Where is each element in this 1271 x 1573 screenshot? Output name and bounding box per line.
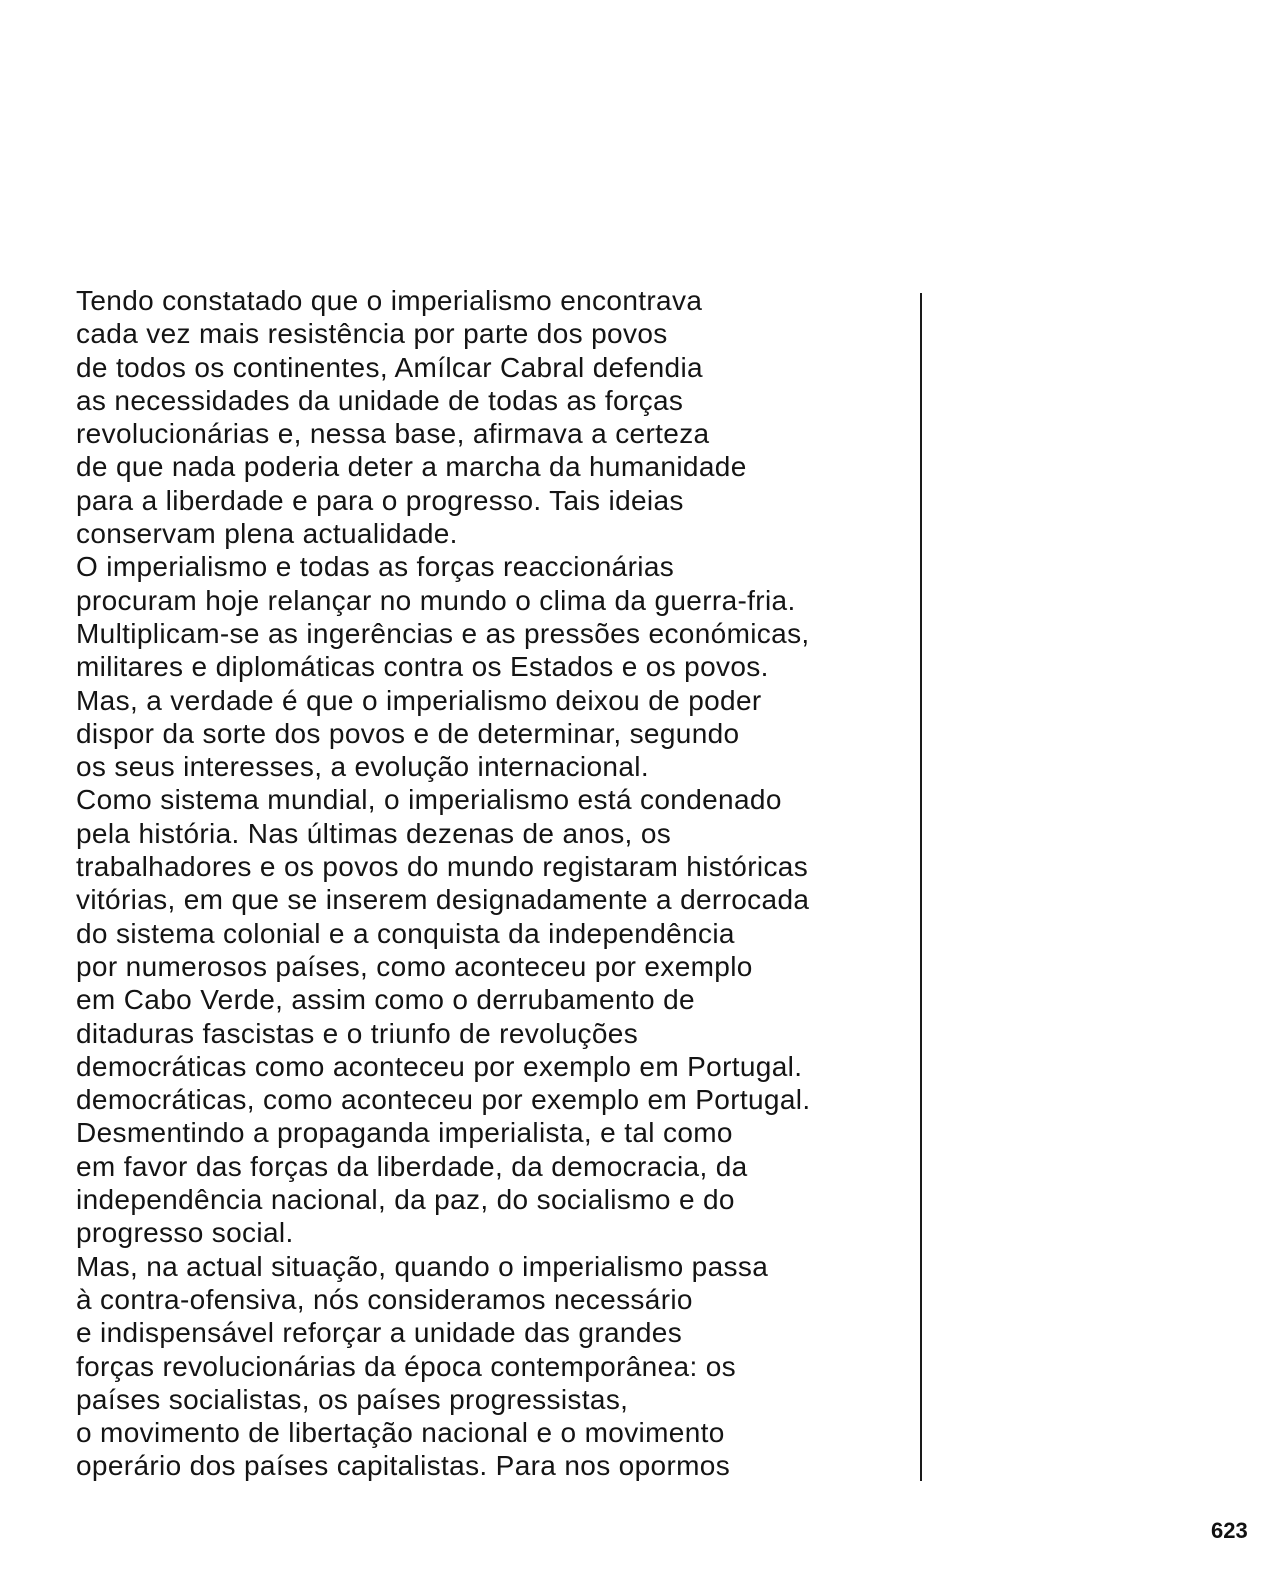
text-line: os seus interesses, a evolução internacional. (76, 751, 649, 783)
text-line: operário dos países capitalistas. Para nos opormos (76, 1450, 731, 1482)
text-line: do sistema colonial e a conquista da independência (76, 917, 735, 949)
text-line: Desmentindo a propaganda imperialista, e tal como (76, 1117, 733, 1149)
text-line: o movimento de libertação nacional e o movimento (76, 1417, 725, 1449)
text-line: militares e diplomáticas contra os Estados e os povos. (76, 651, 769, 683)
text-line: forças revolucionárias da época contemporânea: os (76, 1350, 736, 1382)
text-line: revolucionárias e, nessa base, afirmava a certeza (76, 418, 710, 450)
text-line: por numerosos países, como aconteceu por exemplo (76, 950, 753, 982)
text-line: para a liberdade e para o progresso. Tais ideias (76, 484, 684, 516)
text-line: as necessidades da unidade de todas as forças (76, 384, 684, 416)
text-line: procuram hoje relançar no mundo o clima da guerra-fria. (76, 584, 796, 616)
text-line: países socialistas, os países progressistas, (76, 1383, 629, 1415)
text-line: Multiplicam-se as ingerências e as pressões económicas, (76, 617, 810, 649)
text-line: progresso social. (76, 1217, 294, 1249)
text-line: pela história. Nas últimas dezenas de anos, os (76, 817, 672, 849)
text-line: Como sistema mundial, o imperialismo está condenado (76, 784, 782, 816)
text-line: Tendo constatado que o imperialismo encontrava (76, 285, 703, 316)
text-line: conservam plena actualidade. (76, 518, 458, 550)
page-number: 623 (1211, 1518, 1248, 1543)
text-line: cada vez mais resistência por parte dos povos (76, 318, 668, 350)
text-line: de todos os continentes, Amílcar Cabral defendia (76, 351, 703, 383)
text-line: democráticas como aconteceu por exemplo em Portugal. (76, 1050, 803, 1082)
text-line: independência nacional, da paz, do socialismo e do (76, 1184, 735, 1216)
margin-rule (920, 293, 922, 1481)
text-line: O imperialismo e todas as forças reaccionárias (76, 551, 675, 583)
text-line: dispor da sorte dos povos e de determinar, segundo (76, 717, 740, 749)
text-line: e indispensável reforçar a unidade das grandes (76, 1317, 683, 1349)
body-text (76, 284, 916, 1483)
text-line: em favor das forças da liberdade, da democracia, da (76, 1150, 748, 1182)
text-line: vitórias, em que se inserem designadamente a derrocada (76, 884, 810, 916)
text-line: ditaduras fascistas e o triunfo de revoluções (76, 1017, 639, 1049)
text-line: Mas, a verdade é que o imperialismo deixou de poder (76, 684, 762, 716)
text-line: democráticas, como aconteceu por exemplo em Portugal. (76, 1084, 811, 1116)
text-line: à contra-ofensiva, nós consideramos necessário (76, 1283, 693, 1315)
text-line: trabalhadores e os povos do mundo registaram históricas (76, 851, 809, 883)
text-line: Mas, na actual situação, quando o imperialismo passa (76, 1250, 769, 1282)
text-line: em Cabo Verde, assim como o derrubamento de (76, 984, 695, 1016)
text-line: de que nada poderia deter a marcha da humanidade (76, 451, 747, 483)
